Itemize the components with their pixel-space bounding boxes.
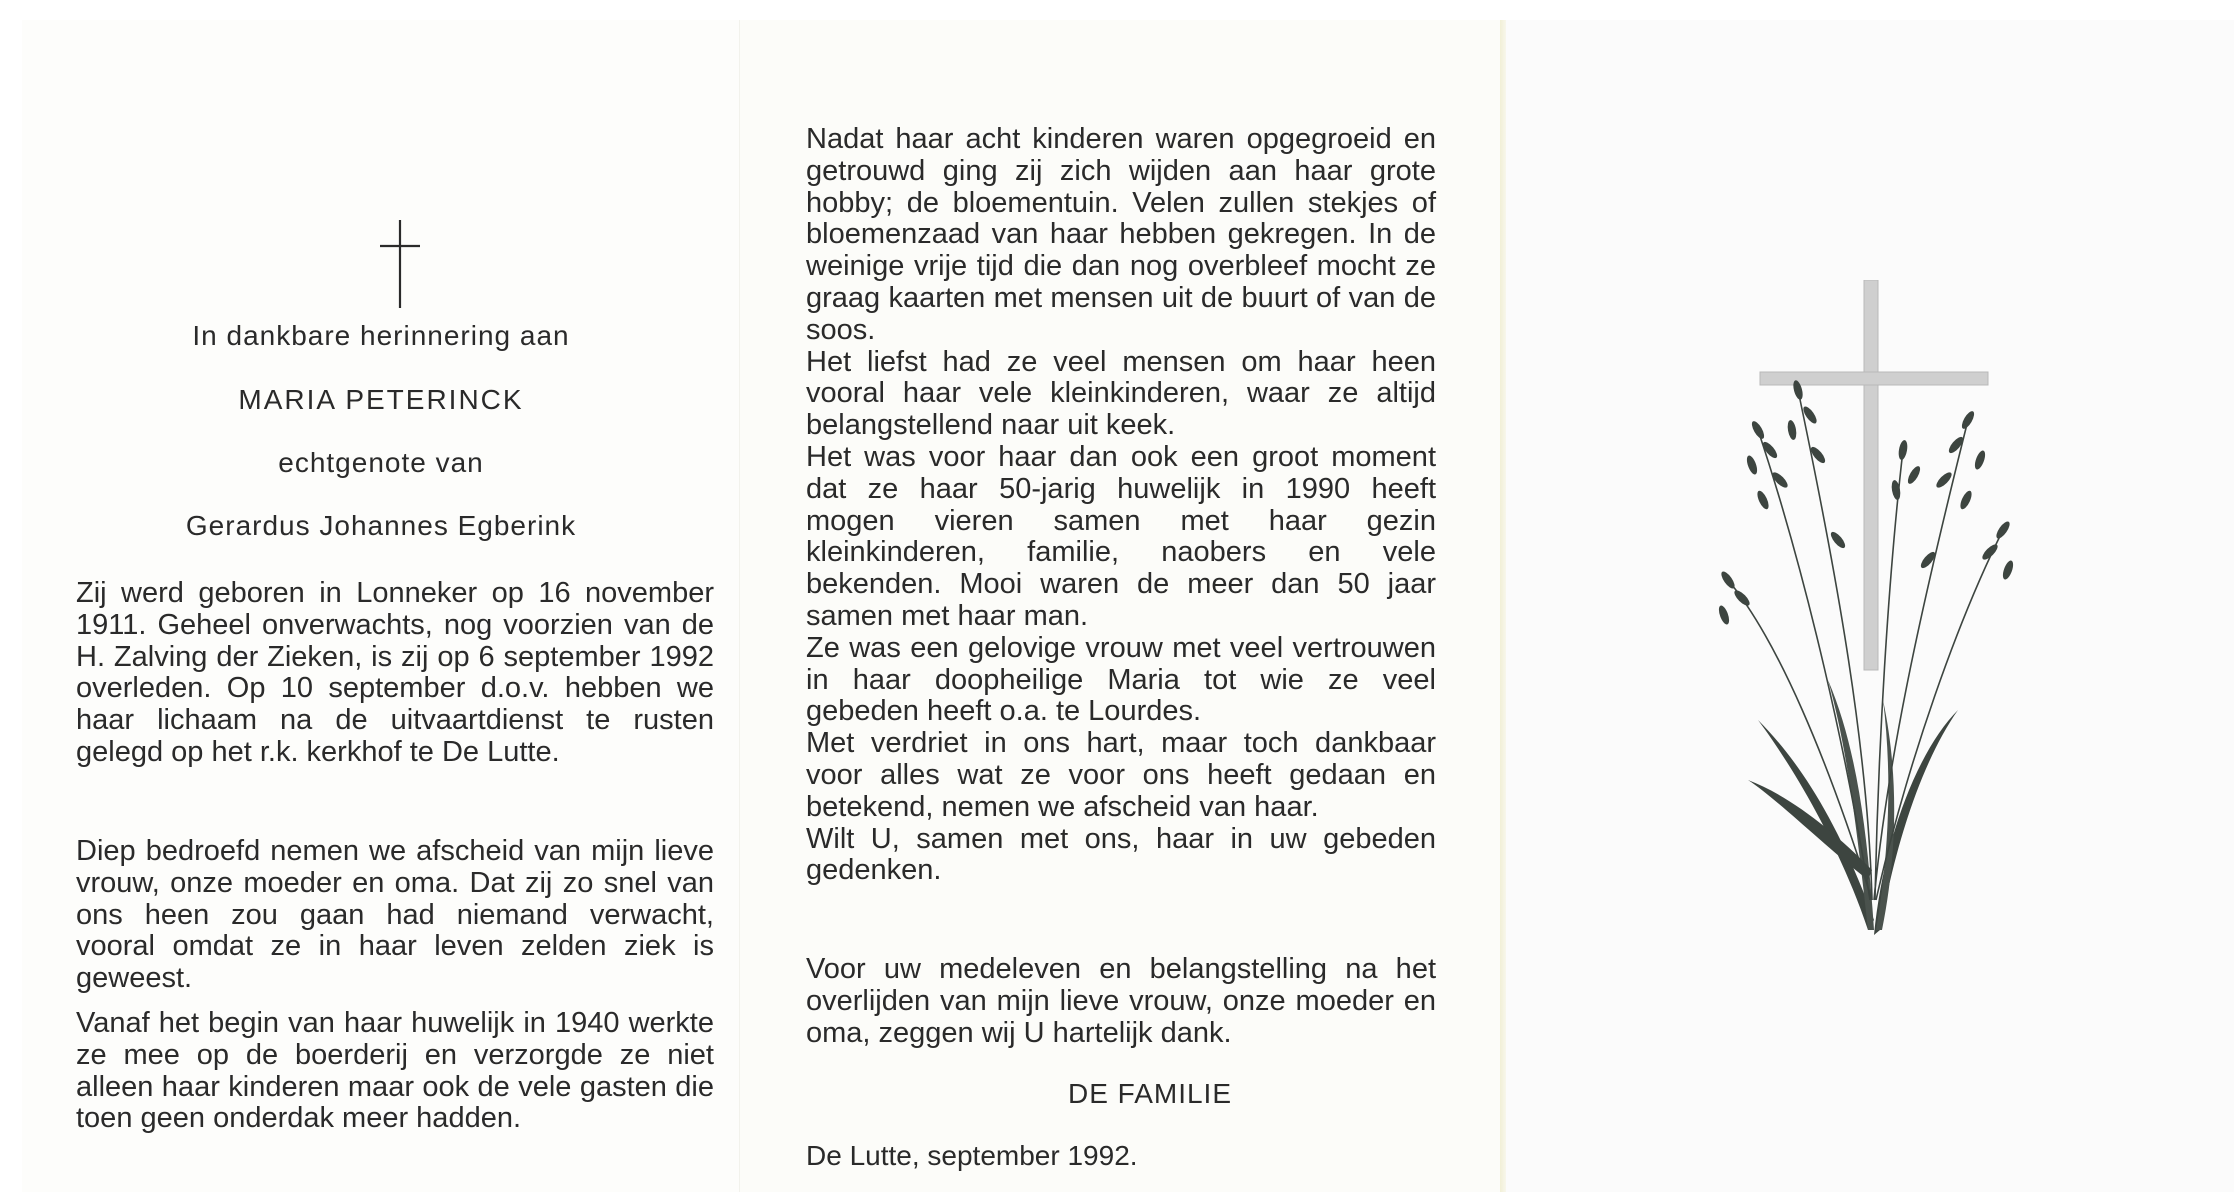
paragraph-prayer: Wilt U, samen met ons, haar in uw gebeden gedenken. <box>806 822 1436 887</box>
paragraph-farewell: Diep bedroefd nemen we afscheid van mijn lieve vrouw, onze moeder en oma. Dat zij zo snel van ons heen zou gaan had niemand verwacht, vooral omdat ze in haar leven zelden ziek is geweest. <box>76 835 714 995</box>
card-left-panel <box>22 20 740 1192</box>
paragraph-faith: Ze was een gelovige vrouw met veel vertrouwen in haar doopheilige Maria tot wie ze veel gebeden heeft o.a. te Lourdes. <box>806 631 1436 728</box>
paragraph-sorrow: Met verdriet in ons hart, maar toch dankbaar voor alles wat ze voor ons heeft gedaan en betekend, nemen we afscheid van haar. <box>806 727 1436 823</box>
signature: DE FAMILIE <box>1067 1078 1233 1109</box>
memorial-heading: In dankbare herinnering aan <box>192 320 570 351</box>
card-middle-panel <box>740 20 1500 1192</box>
paragraph-hobby: Nadat haar acht kinderen waren opgegroeid en getrouwd ging zij zich wijden aan haar grote hobby; de bloementuin. Velen zullen stekjes of bloemenzaad van haar hebben gekregen. In de weinige vrije tijd die dan nog overbleef mocht ze graag kaarten met mensen uit de buurt of van de soos. <box>806 123 1436 346</box>
paragraph-birth-death: Zij werd geboren in Lonneker op 16 november 1911. Geheel onverwachts, nog voorzien van de H. Zalving der Zieken, is zij op 6 september 1992 overleden. Op 10 september d.o.v. hebben we haar lichaam na de uitvaartdienst te rusten gelegd op het r.k. kerkhof te De Lutte. <box>76 577 714 768</box>
paragraph-anniversary: Het was voor haar dan ook een groot moment dat ze haar 50-jarig huwelijk in 1990 heeft mogen vieren samen met haar gezin kleinkinderen, familie, naobers en vele bekenden. Mooi waren de meer dan 50 jaar samen met haar man. <box>806 440 1436 632</box>
cross-with-grasses-icon <box>1718 280 2018 940</box>
cross-icon <box>380 220 420 308</box>
paragraph-grandchildren: Het liefst had ze veel mensen om haar heen vooral haar vele kleinkinderen, waar ze altijd belangstellend naar uit keek. <box>806 345 1436 442</box>
paragraph-marriage: Vanaf het begin van haar huwelijk in 1940 werkte ze mee op de boerderij en verzorgde ze niet alleen haar kinderen maar ook de vele gasten die toen geen onderdak meer hadden. <box>76 1007 714 1135</box>
paragraph-thanks: Voor uw medeleven en belangstelling na het overlijden van mijn lieve vrouw, onze moeder en oma, zeggen wij U hartelijk dank. <box>806 953 1436 1049</box>
deceased-name: MARIA PETERINCK <box>238 384 524 415</box>
relation-label: echtgenote van <box>278 447 484 478</box>
spouse-name: Gerardus Johannes Egberink <box>185 510 577 541</box>
place-and-date: De Lutte, september 1992. <box>806 1140 1138 1171</box>
life-story <box>806 124 1436 887</box>
